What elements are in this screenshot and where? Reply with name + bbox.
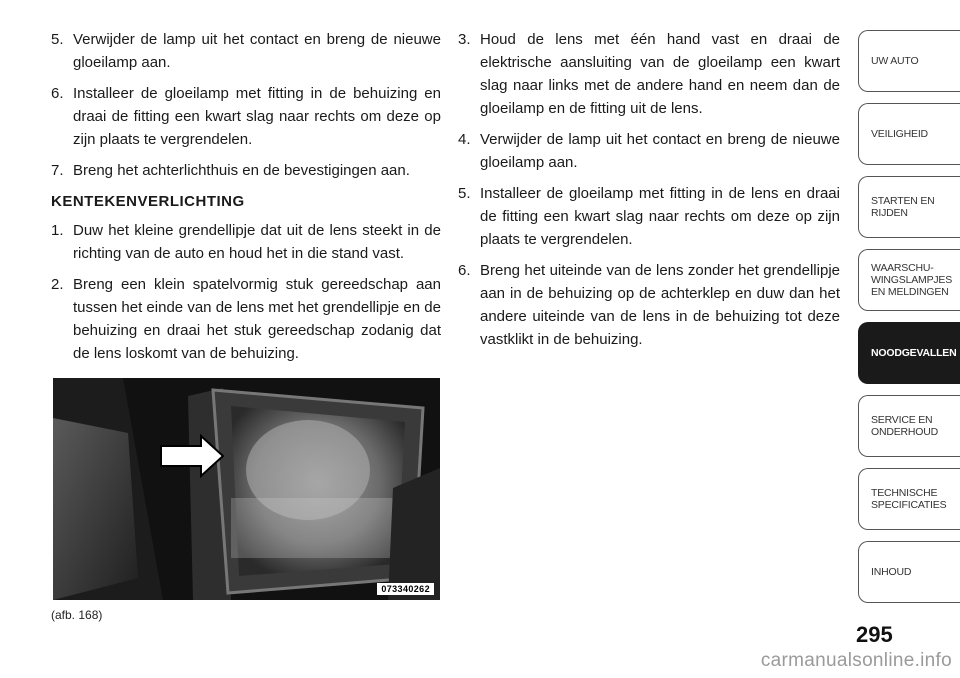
instruction-item <box>51 159 441 182</box>
instruction-number: 2. <box>51 276 64 293</box>
chapter-tab-label: TECHNISCHE SPECIFICATIES <box>871 487 947 511</box>
instruction-text: Installeer de gloeilamp met fitting in de behuizing en draai de fitting een kwart slag naar rechts om deze op zijn plaats te vergrendelen. <box>73 85 441 148</box>
chapter-tab-label: UW AUTO <box>871 55 919 67</box>
instruction-number: 4. <box>458 131 471 148</box>
chapter-tabs <box>858 30 960 614</box>
chapter-tab[interactable] <box>858 176 960 238</box>
instruction-item <box>458 128 840 174</box>
instruction-list-bottom <box>51 219 441 365</box>
license-lamp-photo <box>53 378 440 600</box>
photo-illustration <box>53 378 440 600</box>
instruction-number: 5. <box>458 185 471 202</box>
watermark: carmanualsonline.info <box>760 650 952 671</box>
instruction-number: 7. <box>51 162 64 179</box>
instruction-list-top <box>51 28 441 182</box>
instruction-text: Verwijder de lamp uit het contact en breng de nieuwe gloeilamp aan. <box>480 131 840 171</box>
section-heading: KENTEKENVERLICHTING <box>51 193 245 210</box>
chapter-tab[interactable] <box>858 541 960 603</box>
instruction-item <box>458 182 840 251</box>
figure-caption: (afb. 168) <box>51 608 103 622</box>
instruction-text: Breng het uiteinde van de lens zonder het grendellipje aan in de behuizing op de achterklep en duw dan het andere uiteinde van de lens in de behuizing tot deze vastklikt in de behuizing. <box>480 262 840 348</box>
instruction-text: Installeer de gloeilamp met fitting in de lens en draai de fitting een kwart slag naar rechts om deze op zijn plaats te vergrendelen. <box>480 185 840 248</box>
instruction-item <box>458 259 840 351</box>
instruction-list-right <box>458 28 840 351</box>
chapter-tab[interactable] <box>858 103 960 165</box>
instruction-item <box>51 82 441 151</box>
instruction-text: Duw het kleine grendellipje dat uit de lens steekt in de richting van de auto en houd het in die stand vast. <box>73 222 441 262</box>
chapter-tab[interactable] <box>858 249 960 311</box>
figure-code: 073340262 <box>377 583 434 595</box>
instruction-number: 6. <box>458 262 471 279</box>
chapter-tab-label: STARTEN EN RIJDEN <box>871 195 935 219</box>
chapter-tab-label: NOODGEVALLEN <box>871 347 957 359</box>
instruction-number: 6. <box>51 85 64 102</box>
instruction-number: 1. <box>51 222 64 239</box>
chapter-tab-label: WAARSCHU- WINGSLAMPJES EN MELDINGEN <box>871 262 953 298</box>
chapter-tab-label: SERVICE EN ONDERHOUD <box>871 414 939 438</box>
instruction-text: Breng het achterlichthuis en de bevestigingen aan. <box>73 162 410 179</box>
instruction-text: Houd de lens met één hand vast en draai de elektrische aansluiting van de gloeilamp een kwart slag naar links met de andere hand en neem dan de gloeilamp en de fitting uit de lens. <box>480 31 840 117</box>
chapter-tab[interactable] <box>858 322 960 384</box>
chapter-tab-label: VEILIGHEID <box>871 128 928 140</box>
chapter-tab-label: INHOUD <box>871 566 912 578</box>
right-column <box>458 28 840 359</box>
instruction-item <box>51 273 441 365</box>
left-column <box>51 28 441 373</box>
chapter-tab[interactable] <box>858 30 960 92</box>
chapter-tab[interactable] <box>858 395 960 457</box>
instruction-text: Breng een klein spatelvormig stuk gereedschap aan tussen het einde van de lens met het grendellipje en de behuizing en draai het stuk gereedschap zodanig dat de lens loskomt van de behuizing. <box>73 276 441 362</box>
instruction-number: 3. <box>458 31 471 48</box>
instruction-item <box>51 28 441 74</box>
instruction-item <box>458 28 840 120</box>
page-number: 295 <box>856 622 893 647</box>
instruction-number: 5. <box>51 31 64 48</box>
instruction-item <box>51 219 441 265</box>
instruction-text: Verwijder de lamp uit het contact en breng de nieuwe gloeilamp aan. <box>73 31 441 71</box>
chapter-tab[interactable] <box>858 468 960 530</box>
